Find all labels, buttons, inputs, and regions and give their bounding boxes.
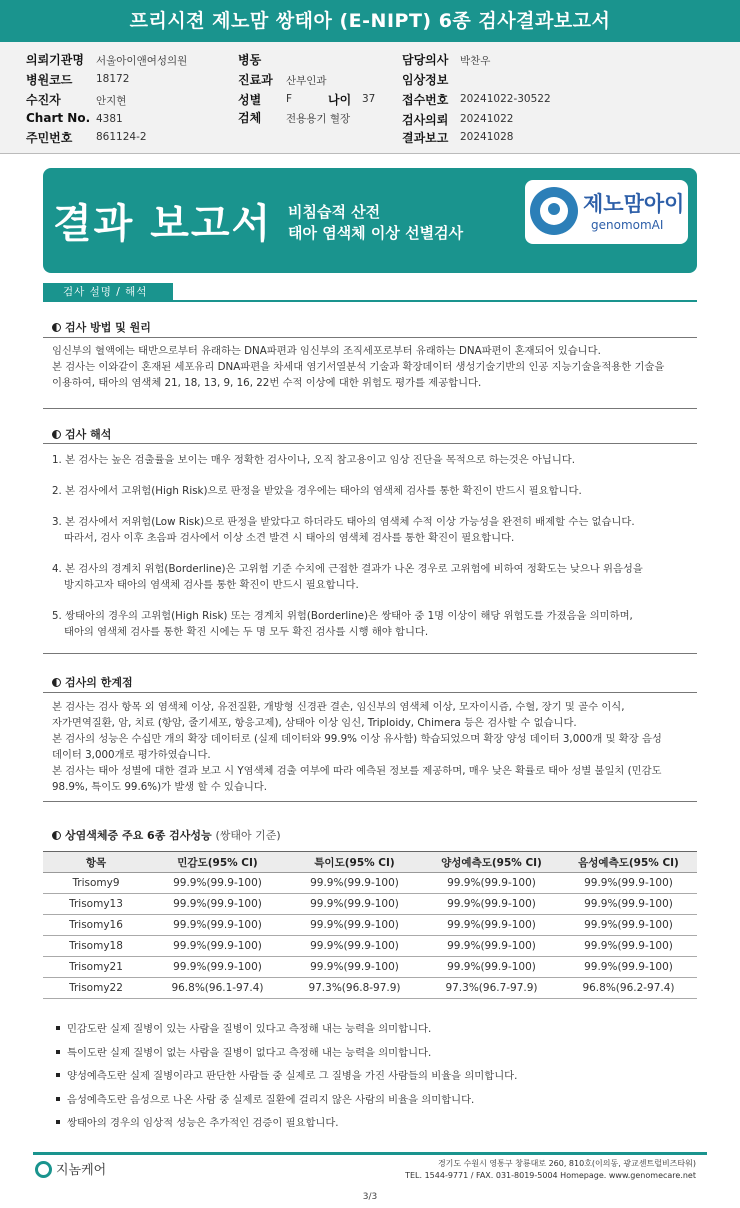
doctor-value: 박찬우 (460, 55, 491, 67)
table-row (43, 915, 697, 936)
hospital-code-row (26, 71, 130, 88)
tab-description: 검사 설명 / 해석 (43, 283, 173, 301)
divider (43, 443, 697, 444)
table-row (43, 894, 697, 915)
table-cell: 99.9%(99.9-100) (286, 957, 423, 978)
collector-label: 수진자 (26, 93, 61, 107)
institution-row (26, 51, 188, 68)
address-line: 경기도 수원시 영통구 창룡대로 260, 810호(이의동, 광교센트럴비즈타워) (437, 1159, 696, 1168)
institution-value: 서울아이앤여성의원 (96, 55, 188, 67)
contact-line: TEL. 1544-9771 / FAX. 031-8019-5004 Homepage. www.genomecare.net (405, 1171, 696, 1180)
interpret-heading: 검사 해석 (52, 426, 111, 442)
col-header: 민감도(95% CI) (149, 852, 286, 873)
divider (43, 692, 697, 693)
performance-table (43, 851, 697, 999)
method-text: 임신부의 혈액에는 태반으로부터 유래하는 DNA파편과 임신부의 조직세포로부터 유래하는 DNA파편이 혼재되어 있습니다. 본 검사는 이와같이 혼재된 세포유리 DNA파편을 차세대 염기서열분석 기술과 확장데이터 생성기술기반의 인공 지능기술을적용한 기술을 이용하여, 태아의 염색체 21, 18, 13, 9, 16, 22번 수적 이상에 대한 위험도 평가를 제공합니다. (52, 345, 665, 389)
bullet-icon (56, 1026, 60, 1030)
clinical-info-label: 임상정보 (402, 73, 449, 87)
divider (43, 337, 697, 338)
note-item: 쌍태아의 경우의 임상적 성능은 추가적인 검증이 필요합니다. (56, 1114, 339, 1129)
table-cell: 99.9%(99.9-100) (423, 936, 560, 957)
footer-address (405, 1158, 696, 1182)
request-date-row (402, 111, 514, 128)
clinical-info-row (402, 71, 448, 88)
logo-en: genomomAI (591, 218, 664, 232)
resident-no-value: 861124-2 (96, 131, 147, 143)
logo-name: 제노맘아이 (583, 192, 685, 216)
banner-title: 결과 보고서 (53, 201, 273, 247)
table-cell: 99.9%(99.9-100) (560, 936, 697, 957)
col-header: 양성예측도(95% CI) (423, 852, 560, 873)
ward-label: 병동 (238, 53, 262, 67)
table-cell: 99.9%(99.9-100) (423, 957, 560, 978)
table-cell: Trisomy16 (43, 915, 149, 936)
chart-no-value: 4381 (96, 113, 123, 125)
table-cell: Trisomy21 (43, 957, 149, 978)
table-cell: 99.9%(99.9-100) (560, 873, 697, 894)
interpret-item-3: 3. 본 검사에서 저위험(Low Risk)으로 판정을 받았다고 하더라도 태아의 염색체 수적 이상 가능성을 완전히 배제할 수는 없습니다. 따라서, 검사 이후 초음파 검사에서 이상 소견 발견 시 태아의 염색체 검사를 통한 확진이 필요합니다. (52, 516, 635, 544)
divider (43, 408, 697, 409)
age-row (328, 91, 376, 108)
table-cell: 97.3%(96.7-97.9) (423, 978, 560, 999)
hospital-code-value: 18172 (96, 73, 130, 85)
interpret-item-5: 5. 쌍태아의 경우의 고위험(High Risk) 또는 경계치 위험(Borderline)은 쌍태아 중 1명 이상이 해당 위험도를 가졌음을 의미하며, 태아의 염색체 검사를 통한 확진 시에는 두 명 모두 확진 검사를 시행 해야 합니다. (52, 610, 633, 638)
table-row (43, 978, 697, 999)
half-circle-icon (52, 430, 61, 439)
table-row (43, 957, 697, 978)
table-cell: 99.9%(99.9-100) (560, 894, 697, 915)
page-number: 3/3 (362, 1192, 378, 1202)
table-cell: 99.9%(99.9-100) (149, 936, 286, 957)
specimen-label: 검체 (238, 111, 262, 125)
table-cell: Trisomy9 (43, 873, 149, 894)
resident-no-row (26, 129, 147, 146)
request-date-value: 20241022 (460, 113, 514, 125)
receipt-no-row (402, 91, 551, 108)
age-value: 37 (362, 93, 376, 105)
genomom-logo-icon (530, 187, 578, 235)
table-cell: 96.8%(96.1-97.4) (149, 978, 286, 999)
table-header-row (43, 852, 697, 873)
table-cell: 99.9%(99.9-100) (286, 936, 423, 957)
department-value: 산부인과 (286, 75, 327, 87)
perf-heading: 상염색체증 주요 6종 검사성능 (쌍태아 기준) (52, 827, 281, 843)
age-label: 나이 (328, 93, 352, 107)
banner-subtitle-1: 비침습적 산전 (288, 203, 381, 221)
table-cell: 99.9%(99.9-100) (423, 915, 560, 936)
table-cell: Trisomy22 (43, 978, 149, 999)
banner-subtitle-2: 태아 염색체 이상 선별검사 (288, 224, 464, 242)
hospital-code-label: 병원코드 (26, 73, 73, 87)
note-item: 특이도란 실제 질병이 없는 사람을 질병이 없다고 측정해 내는 능력을 의미합니다. (56, 1044, 431, 1059)
resident-no-label: 주민번호 (26, 131, 73, 145)
table-cell: 99.9%(99.9-100) (149, 894, 286, 915)
divider (43, 653, 697, 654)
table-row (43, 873, 697, 894)
sex-row (238, 91, 293, 108)
table-cell: 99.9%(99.9-100) (423, 873, 560, 894)
table-cell: 99.9%(99.9-100) (286, 894, 423, 915)
receipt-no-label: 접수번호 (402, 93, 449, 107)
genomom-logo (525, 180, 688, 244)
footer-divider (33, 1152, 707, 1155)
department-row (238, 71, 327, 88)
report-date-label: 결과보고 (402, 131, 449, 145)
receipt-no-value: 20241022-30522 (460, 93, 551, 105)
bullet-icon (56, 1073, 60, 1077)
limit-heading: 검사의 한계점 (52, 674, 133, 690)
chart-no-row (26, 111, 123, 125)
limit-text: 본 검사는 검사 항목 외 염색체 이상, 유전질환, 개방형 신경관 결손, 임신부의 염색체 이상, 모자이시즘, 수혈, 장기 및 골수 이식, 자가면역질환, 암, 치료 (항암, 줄기세포, 항응고제), 삼태아 이상 임신, Triploidy, Chimera 등은 검사할 수 없습니다. 본 검사의 성능은 수십만 개의 확장 데이터로 (실제 데이터와 99.9% 이상 유사함) 학습되었으며 확장 양성 데이터 3,000개 및 확장 음성 데이터 3,000개로 평가하였습니다. 본 검사는 태아 성별에 대한 결과 보고 시 Y염색체 검출 여부에 따라 예측된 정보를 제공하며, 매우 낮은 확률로 태아 성별 불일치 (민감도 98.9%, 특이도 99.6%)가 발생 할 수 있습니다. (52, 701, 662, 793)
col-header: 특이도(95% CI) (286, 852, 423, 873)
table-cell: 99.9%(99.9-100) (286, 873, 423, 894)
sex-label: 성별 (238, 93, 262, 107)
specimen-value: 전용용기 혈장 (286, 113, 351, 125)
ward-row (238, 51, 261, 68)
company-name: 지놈케어 (56, 1163, 107, 1178)
request-date-label: 검사의뢰 (402, 113, 449, 127)
specimen-row (238, 109, 351, 126)
collector-row (26, 91, 127, 108)
bullet-icon (56, 1097, 60, 1101)
interpret-item-4: 4. 본 검사의 경계치 위험(Borderline)은 고위험 기준 수치에 근접한 결과가 나온 경우로 고위험에 비하여 정확도는 낮으나 위음성을 방지하고자 태아의 염색체 검사를 통한 확진이 반드시 필요합니다. (52, 563, 643, 591)
half-circle-icon (52, 323, 61, 332)
report-date-value: 20241028 (460, 131, 514, 143)
report-date-row (402, 129, 514, 146)
table-cell: 99.9%(99.9-100) (560, 957, 697, 978)
institution-label: 의뢰기관명 (26, 53, 84, 67)
genomecare-logo-icon (35, 1161, 52, 1178)
table-row (43, 936, 697, 957)
report-title: 프리시젼 제노맘 쌍태아 (E-NIPT) 6종 검사결과보고서 (0, 0, 740, 42)
col-header: 음성예측도(95% CI) (560, 852, 697, 873)
interpret-item-1: 1. 본 검사는 높은 검출률을 보이는 매우 정확한 검사이나, 오직 참고용이고 임상 진단을 목적으로 하는것은 아닙니다. (52, 454, 576, 466)
interpret-item-2: 2. 본 검사에서 고위험(High Risk)으로 판정을 받았을 경우에는 태아의 염색체 검사를 통한 확진이 반드시 필요합니다. (52, 485, 582, 497)
half-circle-icon (52, 831, 61, 840)
table-cell: Trisomy13 (43, 894, 149, 915)
note-item: 양성예측도란 실제 질병이라고 판단한 사람들 중 실제로 그 질병을 가진 사람들의 비율을 의미합니다. (56, 1067, 517, 1082)
bullet-icon (56, 1120, 60, 1124)
sex-value: F (286, 93, 293, 105)
tab-underline (43, 300, 697, 302)
doctor-row (402, 51, 491, 68)
result-banner (43, 168, 697, 273)
table-cell: 99.9%(99.9-100) (423, 894, 560, 915)
note-item: 음성예측도란 음성으로 나온 사람 중 실제로 질환에 걸리지 않은 사람의 비율을 의미합니다. (56, 1091, 474, 1106)
table-cell: 96.8%(96.2-97.4) (560, 978, 697, 999)
method-heading: 검사 방법 및 원리 (52, 319, 151, 335)
department-label: 진료과 (238, 73, 273, 87)
doctor-label: 담당의사 (402, 53, 449, 67)
table-cell: 99.9%(99.9-100) (149, 957, 286, 978)
divider (43, 801, 697, 802)
table-cell: 99.9%(99.9-100) (286, 915, 423, 936)
table-cell: Trisomy18 (43, 936, 149, 957)
note-item: 민감도란 실제 질병이 있는 사람을 질병이 있다고 측정해 내는 능력을 의미합니다. (56, 1020, 431, 1035)
patient-info-panel (0, 42, 740, 154)
col-header: 항목 (43, 852, 149, 873)
company-logo (35, 1159, 106, 1178)
table-cell: 99.9%(99.9-100) (149, 873, 286, 894)
table-cell: 99.9%(99.9-100) (149, 915, 286, 936)
half-circle-icon (52, 678, 61, 687)
table-cell: 99.9%(99.9-100) (560, 915, 697, 936)
collector-value: 안지현 (96, 95, 127, 107)
bullet-icon (56, 1050, 60, 1054)
table-cell: 97.3%(96.8-97.9) (286, 978, 423, 999)
chart-no-label: Chart No. (26, 111, 91, 125)
